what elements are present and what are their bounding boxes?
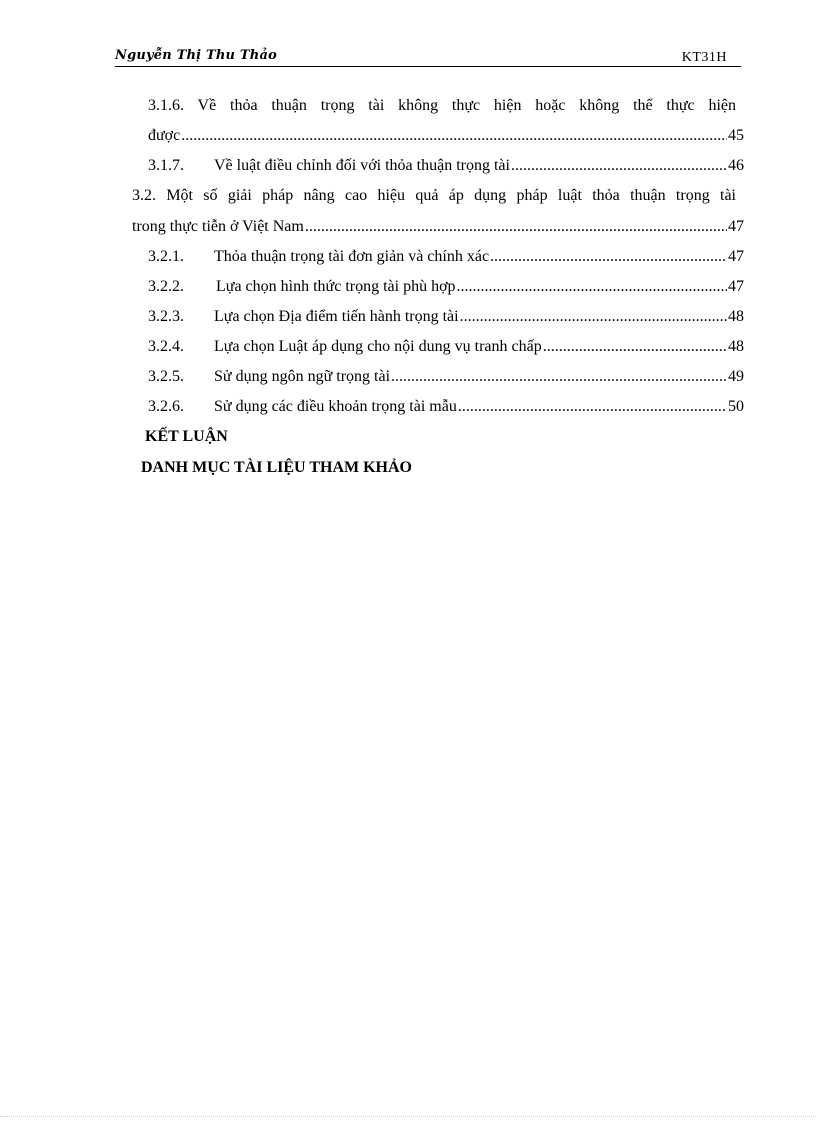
toc-entry-title: Thỏa thuận trọng tài đơn giản và chính xác	[214, 248, 490, 265]
toc-entry-title: 3.2. Một số giải pháp nâng cao hiệu quả áp dụng pháp luật thỏa thuận trọng tài	[132, 187, 736, 204]
toc-entry-number: 3.2.3.	[148, 308, 184, 325]
dot-leader	[490, 247, 727, 267]
toc-entry-title: Sử dụng ngôn ngữ trọng tài	[214, 368, 391, 385]
class-code: KT31H	[681, 50, 727, 65]
toc-page-number: 48	[728, 308, 744, 325]
toc-entry-3-2-1	[148, 247, 744, 267]
toc-entry-title: trong thực tiễn ở Việt Nam	[132, 218, 304, 235]
toc-entry-3-1-6-line1	[148, 96, 736, 116]
toc-entry-3-2-line1	[132, 186, 736, 206]
dot-leader	[511, 156, 727, 176]
toc-entry-number: 3.2.4.	[148, 338, 184, 355]
toc-entry-3-2-line2	[132, 217, 744, 237]
toc-entry-title: Lựa chọn hình thức trọng tài phù hợp	[216, 278, 456, 295]
toc-entry-3-2-2	[148, 277, 744, 297]
dot-leader	[181, 126, 727, 146]
dot-leader	[391, 367, 727, 387]
toc-entry-title: Về thỏa thuận trọng tài không thực hiện hoặc không thể thực hiện	[197, 97, 737, 114]
dot-leader	[460, 307, 727, 327]
toc-entry-number: 3.2.1.	[148, 248, 184, 265]
author-name: Nguyễn Thị Thu Thảo	[115, 48, 277, 63]
toc-entry-title: Về luật điều chỉnh đối với thỏa thuận trọng tài	[214, 157, 510, 174]
toc-entry-3-2-5	[148, 367, 744, 387]
toc-entry-number: 3.2.6.	[148, 398, 184, 415]
toc-entry-number: 3.1.7.	[148, 157, 184, 174]
page-bottom-border	[0, 1116, 816, 1117]
toc-entry-3-1-7	[148, 156, 744, 176]
toc-entry-3-1-6-line2	[148, 126, 744, 146]
toc-page-number: 45	[728, 127, 744, 144]
toc-entry-title: Lựa chọn Địa điểm tiến hành trọng tài	[214, 308, 459, 325]
toc-entry-3-2-4	[148, 337, 744, 357]
toc-entry-title: Lựa chọn Luật áp dụng cho nội dung vụ tranh chấp	[214, 338, 542, 355]
toc-conclusion-heading: KẾT LUẬN	[145, 428, 228, 445]
toc-entry-title: được	[148, 127, 181, 144]
toc-page-number: 49	[728, 368, 744, 385]
toc-references-heading: DANH MỤC TÀI LIỆU THAM KHẢO	[141, 459, 412, 476]
toc-page-number: 47	[728, 218, 744, 235]
dot-leader	[305, 217, 727, 237]
toc-entry-3-2-6	[148, 397, 744, 417]
toc-entry-title: Sử dụng các điều khoản trọng tài mẫu	[214, 398, 457, 415]
toc-entry-3-2-3	[148, 307, 744, 327]
page-header	[115, 48, 741, 67]
toc-page-number: 48	[728, 338, 744, 355]
dot-leader	[458, 397, 727, 417]
toc-entry-number: 3.1.6.	[148, 97, 184, 114]
toc-page-number: 47	[728, 248, 744, 265]
toc-entry-number: 3.2.2.	[148, 278, 184, 295]
dot-leader	[543, 337, 727, 357]
toc-page-number: 47	[728, 278, 744, 295]
toc-page-number: 46	[728, 157, 744, 174]
dot-leader	[457, 277, 727, 297]
toc-page-number: 50	[728, 398, 744, 415]
toc-entry-number: 3.2.5.	[148, 368, 184, 385]
